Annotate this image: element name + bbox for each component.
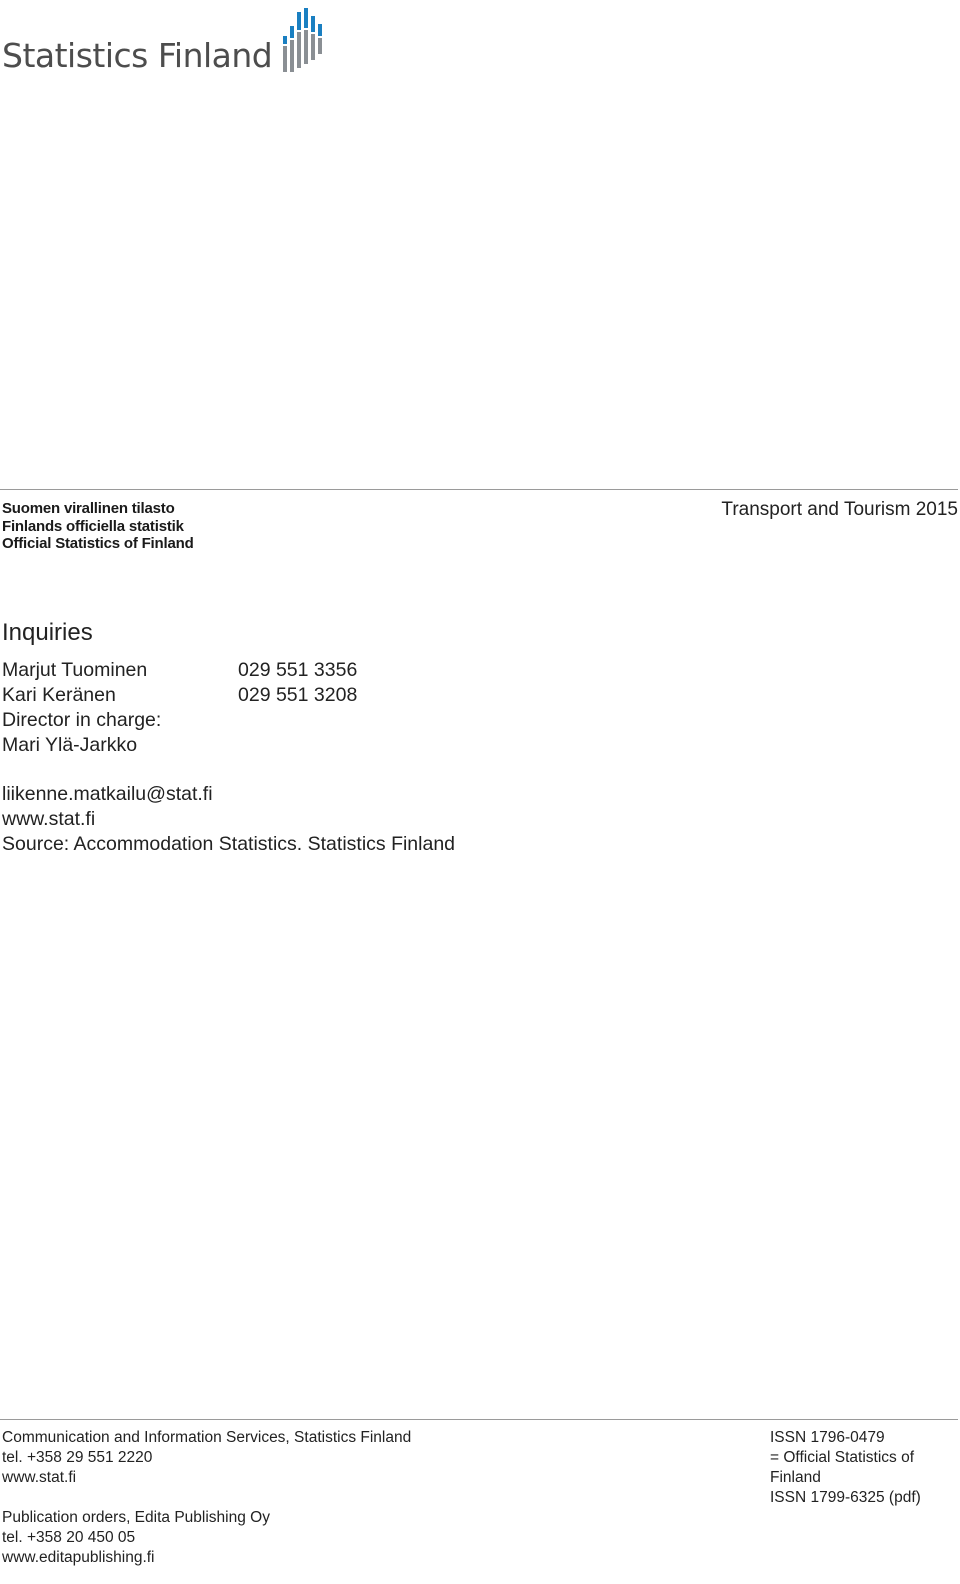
footer-comm-web-link[interactable]: www.stat.fi [2,1469,77,1486]
source-note: Source: Accommodation Statistics. Statistics Finland [2,833,456,855]
footer-communication-block [2,1428,411,1488]
contact-name-2: Kari Keränen [2,684,116,706]
issn-note-1: = Official Statistics of [770,1449,915,1466]
ofs-line-sv: Finlands officiella statistik [2,517,184,535]
logo-bars-icon [282,6,326,74]
director-name: Mari Ylä-Jarkko [2,734,138,756]
footer-orders-web-link[interactable]: www.editapublishing.fi [2,1549,155,1566]
logo-wordmark: Statistics Finland [2,36,273,75]
contact-email-link[interactable]: liikenne.matkailu@stat.fi [2,783,213,805]
footer-divider [0,1419,958,1420]
footer-orders-name: Publication orders, Edita Publishing Oy [2,1509,270,1526]
issn-pdf: ISSN 1799-6325 (pdf) [770,1489,921,1506]
website-link[interactable]: www.stat.fi [2,808,96,830]
ofs-line-en: Official Statistics of Finland [2,535,194,552]
contact-name-1: Marjut Tuominen [2,659,148,681]
footer-comm-name: Communication and Information Services, Statistics Finland [2,1429,412,1446]
contact-phone-2: 029 551 3208 [238,684,358,706]
publication-title: Transport and Tourism 2015 [721,499,958,520]
footer-orders-block [2,1508,270,1568]
director-label: Director in charge: [2,709,162,731]
footer-comm-tel: tel. +358 29 551 2220 [2,1449,153,1466]
footer-issn-block [770,1428,921,1508]
header-divider [0,489,958,490]
issn-note-2: Finland [770,1469,821,1486]
official-statistics-block [2,500,194,553]
inquiries-heading: Inquiries [2,619,93,646]
statistics-finland-logo [2,6,332,78]
ofs-line-fi: Suomen virallinen tilasto [2,500,175,517]
footer-orders-tel: tel. +358 20 450 05 [2,1529,136,1546]
issn-print: ISSN 1796-0479 [770,1429,885,1446]
contact-phone-1: 029 551 3356 [238,659,358,681]
